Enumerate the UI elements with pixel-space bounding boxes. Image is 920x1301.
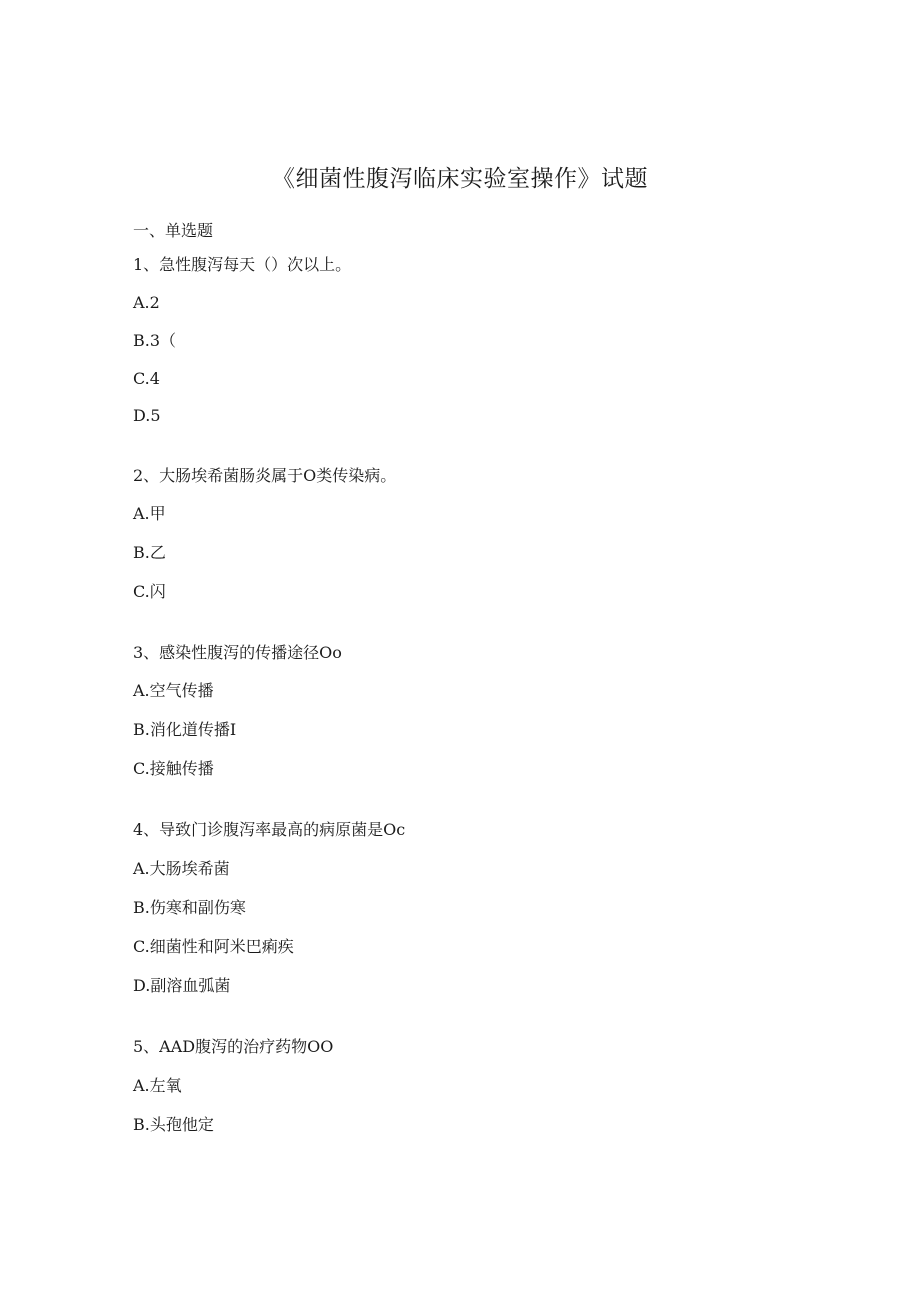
document-title: 《细菌性腹泻临床实验室操作》试题 <box>272 166 648 192</box>
question-4-option-a: A.大肠埃希菌 <box>133 859 230 878</box>
question-4-stem: 4、导致门诊腹泻率最高的病原菌是Oc <box>133 820 406 839</box>
question-3-stem: 3、感染性腹泻的传播途径Oo <box>133 643 342 662</box>
question-3-option-a: A.空气传播 <box>133 681 214 700</box>
question-1-stem: 1、急性腹泻每天（）次以上。 <box>133 255 352 274</box>
question-5-option-b: B.头孢他定 <box>133 1115 214 1134</box>
section-heading: 一、单选题 <box>133 221 214 240</box>
question-4-option-b: B.伤寒和副伤寒 <box>133 898 246 917</box>
question-2-option-b: B.乙 <box>133 543 166 562</box>
question-2-stem: 2、大肠埃希菌肠炎属于O类传染病。 <box>133 466 397 485</box>
question-2-option-c: C.闪 <box>133 582 166 601</box>
question-1-option-a: A.2 <box>133 293 160 312</box>
question-5-option-a: A.左氧 <box>133 1076 182 1095</box>
question-5-stem: 5、AAD腹泻的治疗药物OO <box>133 1037 334 1056</box>
question-3-option-b: B.消化道传播I <box>133 720 237 739</box>
question-1-option-c: C.4 <box>133 369 160 388</box>
question-4-option-c: C.细菌性和阿米巴痢疾 <box>133 937 294 956</box>
question-3-option-c: C.接触传播 <box>133 759 214 778</box>
question-2-option-a: A.甲 <box>133 504 166 523</box>
question-1-option-b: B.3（ <box>133 331 177 350</box>
question-4-option-d: D.副溶血弧菌 <box>133 976 231 995</box>
question-1-option-d: D.5 <box>133 406 161 425</box>
